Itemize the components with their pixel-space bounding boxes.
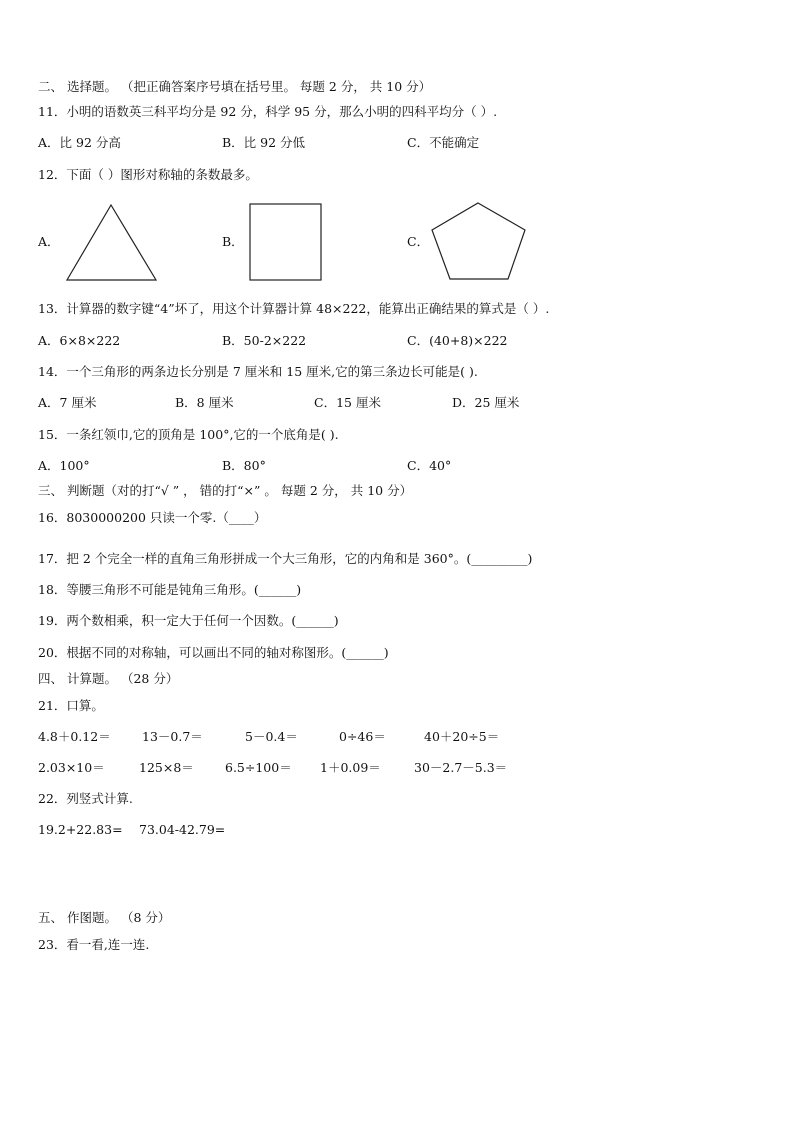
q15-option-b: B．80° [222, 458, 266, 473]
question-14: 14．一个三角形的两条边长分别是 7 厘米和 15 厘米,它的第三条边长可能是( ). [38, 364, 478, 379]
question-15: 15．一条红领巾,它的顶角是 100°,它的一个底角是( ). [38, 427, 339, 442]
q11-option-c: C．不能确定 [407, 135, 480, 150]
question-22: 22．列竖式计算. [38, 791, 133, 806]
q11-option-b: B．比 92 分低 [222, 135, 306, 150]
mental-calc-item: 4.8＋0.12＝ [38, 729, 111, 744]
vertical-calc-item: 19.2+22.83= [38, 822, 123, 837]
q14-option-d: D．25 厘米 [452, 395, 520, 410]
vertical-calc-item: 73.04-42.79= [139, 822, 226, 837]
question-19: 19．两个数相乘，积一定大于任何一个因数。(______) [38, 613, 339, 628]
q14-option-a: A．7 厘米 [38, 395, 97, 410]
q12-label-a: A． [38, 234, 60, 249]
question-12: 12．下面（ ）图形对称轴的条数最多。 [38, 167, 258, 182]
question-16: 16．8030000200 只读一个零.（____） [38, 510, 267, 525]
q14-option-b: B．8 厘米 [175, 395, 234, 410]
triangle-figure [66, 204, 158, 282]
mental-calc-item: 30－2.7－5.3＝ [414, 760, 508, 775]
mental-calc-item: 40＋20÷5＝ [424, 729, 500, 744]
question-17: 17．把 2 个完全一样的直角三角形拼成一个大三角形，它的内角和是 360°。(_________) [38, 551, 533, 566]
q13-option-a: A．6×8×222 [38, 333, 121, 348]
section-heading-choice: 二、 选择题。 （把正确答案序号填在括号里。 每题 2 分， 共 10 分） [38, 79, 432, 94]
question-18: 18．等腰三角形不可能是钝角三角形。(______) [38, 582, 302, 597]
question-11: 11．小明的语数英三科平均分是 92 分，科学 95 分，那么小明的四科平均分（ ）. [38, 104, 498, 119]
q12-label-b: B． [222, 234, 244, 249]
question-13: 13．计算器的数字键“4”坏了，用这个计算器计算 48×222，能算出正确结果的算式是（ ）. [38, 301, 550, 316]
q13-option-b: B．50-2×222 [222, 333, 307, 348]
mental-calc-item: 0÷46＝ [339, 729, 386, 744]
q11-option-a: A．比 92 分高 [38, 135, 121, 150]
pentagon-figure [431, 202, 527, 282]
section-heading-drawing: 五、 作图题。 （8 分） [38, 910, 171, 925]
mental-calc-item: 5－0.4＝ [245, 729, 298, 744]
mental-calc-item: 13－0.7＝ [142, 729, 203, 744]
question-20: 20．根据不同的对称轴，可以画出不同的轴对称图形。(______) [38, 645, 389, 660]
q13-option-c: C．(40+8)×222 [407, 333, 508, 348]
mental-calc-item: 1＋0.09＝ [320, 760, 381, 775]
square-figure [249, 203, 323, 281]
mental-calc-item: 6.5÷100＝ [225, 760, 292, 775]
question-21: 21．口算。 [38, 698, 104, 713]
mental-calc-item: 2.03×10＝ [38, 760, 105, 775]
section-heading-judgment: 三、 判断题（对的打“√ ” ， 错的打“×” 。 每题 2 分， 共 10 分） [38, 483, 413, 498]
q15-option-c: C．40° [407, 458, 452, 473]
section-heading-calculation: 四、 计算题。 （28 分） [38, 671, 179, 686]
q14-option-c: C．15 厘米 [314, 395, 381, 410]
q15-option-a: A．100° [38, 458, 90, 473]
mental-calc-item: 125×8＝ [139, 760, 194, 775]
question-23: 23．看一看,连一连. [38, 937, 150, 952]
q12-label-c: C． [407, 234, 430, 249]
